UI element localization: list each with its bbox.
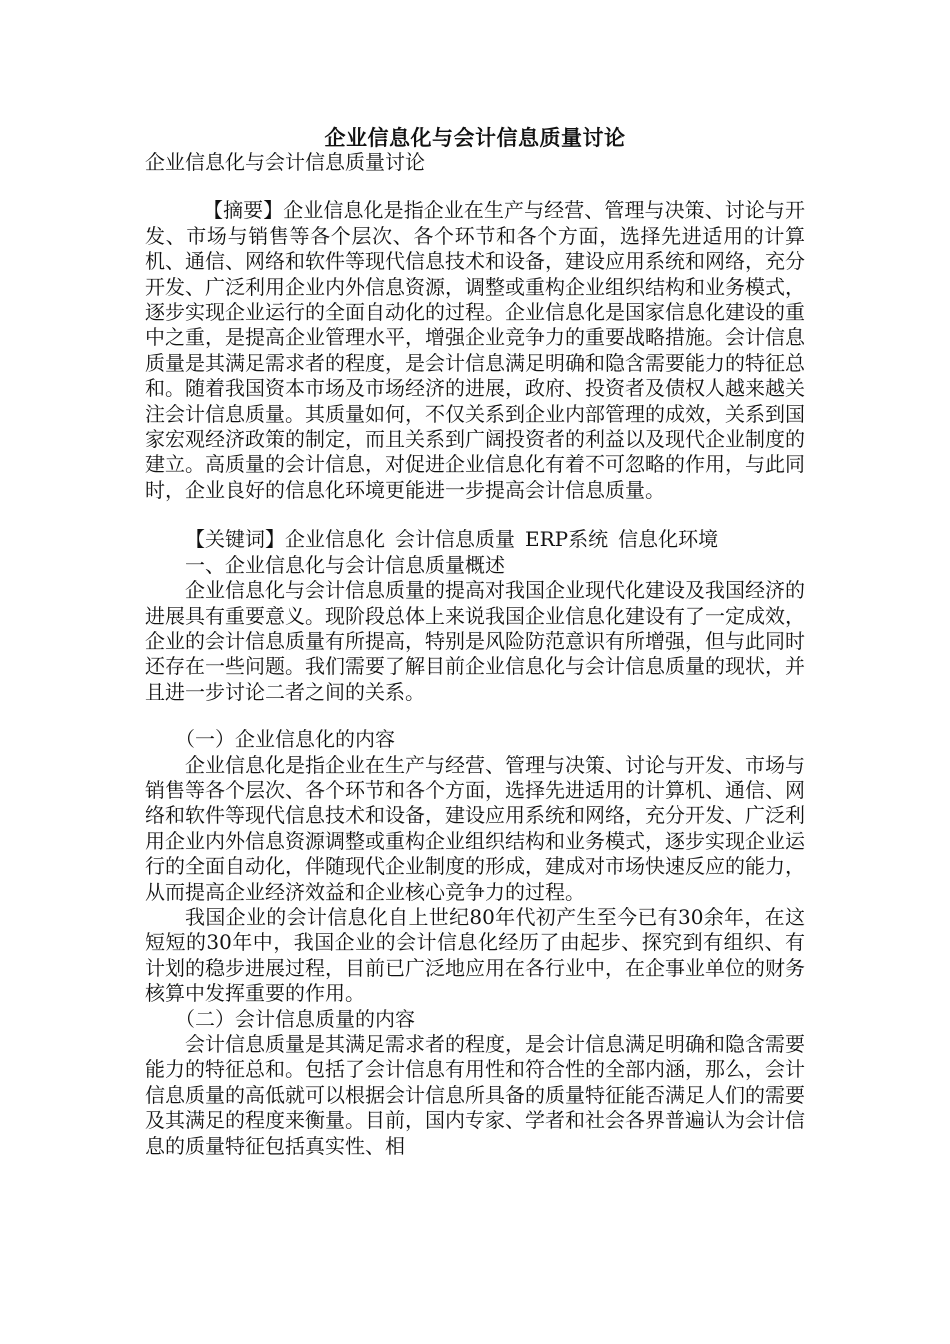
keyword-item: 信息化环境: [618, 527, 719, 552]
document-body: [145, 150, 805, 1159]
keywords-line: [145, 527, 805, 552]
keyword-item: ERP系统: [525, 527, 609, 552]
section-intro-paragraph: 企业信息化与会计信息质量的提高对我国企业现代化建设及我国经济的进展具有重要意义。现阶段总体上来说我国企业信息化建设有了一定成效，企业的会计信息质量有所提高，特别是风险防范意识有所增强，但与此同时还存在一些问题。我们需要了解目前企业信息化与会计信息质量的现状，并且进一步讨论二者之间的关系。: [145, 578, 805, 704]
abstract-paragraph: 【摘要】企业信息化是指企业在生产与经营、管理与决策、讨论与开发、市场与销售等各个层次、各个环节和各个方面，选择先进适用的计算机、通信、网络和软件等现代信息技术和设备，建设应用系统和网络，充分开发、广泛利用企业内外信息资源，调整或重构企业组织结构和业务模式，逐步实现企业运行的全面自动化的过程。企业信息化是国家信息化建设的重中之重，是提高企业管理水平，增强企业竞争力的重要战略措施。会计信息质量是其满足需求者的程度，是会计信息满足明确和隐含需要能力的特征总和。随着我国资本市场及市场经济的进展，政府、投资者及债权人越来越关注会计信息质量。其质量如何，不仅关系到企业内部管理的成效，关系到国家宏观经济政策的制定，而且关系到广阔投资者的利益以及现代企业制度的建立。高质量的会计信息，对促进企业信息化有着不可忽略的作用，与此同时，企业良好的信息化环境更能进一步提高会计信息质量。: [145, 198, 805, 502]
body-paragraph: 我国企业的会计信息化自上世纪80年代初产生至今已有30余年，在这短短的30年中，我国企业的会计信息化经历了由起步、探究到有组织、有计划的稳步进展过程，目前已广泛地应用在各行业中，在企事业单位的财务核算中发挥重要的作用。: [145, 904, 805, 1006]
subsection-heading: （二）会计信息质量的内容: [175, 1006, 415, 1031]
keywords-label: 【关键词】企业信息化: [185, 527, 385, 552]
keyword-item: 会计信息质量: [395, 527, 515, 552]
section-heading: 一、企业信息化与会计信息质量概述: [185, 552, 505, 577]
body-paragraph: 会计信息质量是其满足需求者的程度，是会计信息满足明确和隐含需要能力的特征总和。包括了会计信息有用性和符合性的全部内涵，那么，会计信息质量的高低就可以根据会计信息所具备的质量特征能否满足人们的需要及其满足的程度来衡量。目前，国内专家、学者和社会各界普遍认为会计信息的质量特征包括真实性、相: [145, 1032, 805, 1158]
document-title: 企业信息化与会计信息质量讨论: [324, 125, 626, 150]
body-paragraph: 企业信息化是指企业在生产与经营、管理与决策、讨论与开发、市场与销售等各个层次、各个环节和各个方面，选择先进适用的计算机、通信、网络和软件等现代信息技术和设备，建设应用系统和网络，充分开发、广泛利用企业内外信息资源调整或重构企业组织结构和业务模式，逐步实现企业运行的全面自动化，伴随现代企业制度的形成，建成对市场快速反应的能力，从而提高企业经济效益和企业核心竞争力的过程。: [145, 752, 805, 904]
subsection-heading: （一）企业信息化的内容: [175, 727, 395, 752]
document-subtitle: 企业信息化与会计信息质量讨论: [145, 150, 425, 174]
